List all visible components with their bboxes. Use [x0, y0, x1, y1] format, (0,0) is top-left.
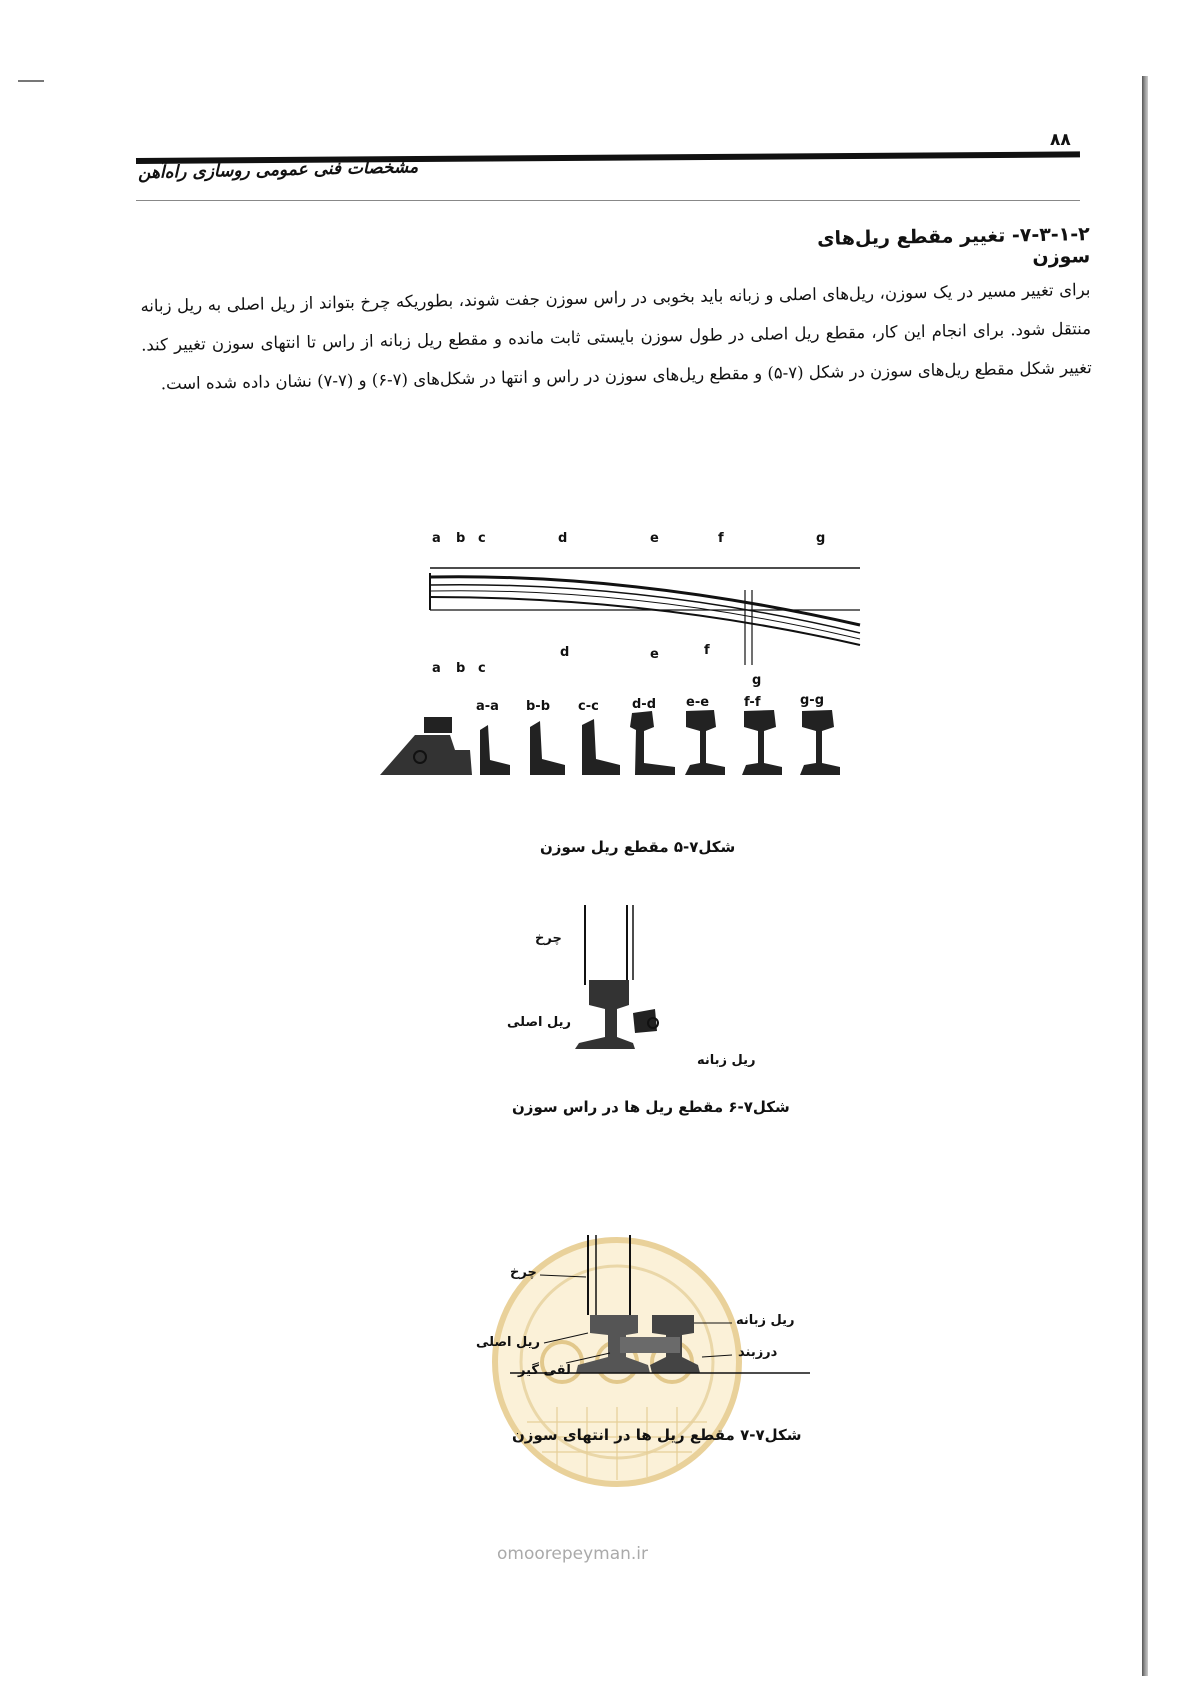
figure-6-caption: شکل۷-۶ مقطع ریل ها در راس سوزن: [512, 1098, 790, 1116]
section-label-e-e: e-e: [686, 695, 710, 710]
marker-top-a: a: [432, 531, 441, 546]
marker-bottom-e: e: [650, 647, 659, 662]
corner-scan-mark: [18, 80, 44, 82]
figure-6-label-main-rail: ریل اصلی: [507, 1015, 571, 1030]
section-label-f-f: f-f: [744, 695, 761, 710]
running-title: مشخصات فنی عمومی روسازی راه‌آهن: [137, 157, 419, 184]
marker-bottom-g: g: [752, 673, 762, 688]
figure-rails-at-heel: [476, 1235, 810, 1378]
figure-switch-rail-sections: [380, 531, 900, 805]
body-paragraph: برای تغییر مسیر در یک سوزن، ریل‌های اصلی و زبانه باید بخوبی در راس سوزن جفت شوند، بطوریکه چرخ بتواند از ریل اصلی به ریل زبانه منتقل شود. برای انجام این کار، مقطع ریل اصلی در طول سوزن بایستی ثابت مانده و مقطع ریل زبانه از راس تا انتهای سوزن تغییر کند. تغییر شکل مقطع ریل‌های سوزن در شکل (۷-۵) و مقطع ریل‌های سوزن در راس و انتها در شکل‌های (۷-۶) و (۷-۷) نشان داده شده است.: [140, 279, 1092, 394]
marker-top-c: c: [478, 531, 486, 546]
figure-7-label-wheel: چرخ: [510, 1265, 537, 1280]
figure-6-label-wheel: چرخ: [535, 931, 562, 946]
figure-7-label-main-rail: ریل اصلی: [476, 1335, 540, 1350]
marker-top-e: e: [650, 531, 659, 546]
section-label-b-b: b-b: [526, 699, 551, 714]
section-label-d-d: d-d: [632, 697, 657, 712]
marker-top-g: g: [816, 531, 826, 546]
section-label-g-g: g-g: [800, 693, 825, 708]
marker-bottom-a: a: [432, 661, 441, 676]
section-heading: ۷-۳-۱-۲- تغییر مقطع ریل‌های سوزن: [816, 223, 1091, 269]
toe-section-drawing: [505, 905, 765, 1055]
section-label-c-c: c-c: [578, 699, 599, 714]
marker-bottom-d: d: [560, 645, 570, 660]
marker-top-b: b: [456, 531, 466, 546]
figure-7-caption: شکل۷-۷ مقطع ریل ها در انتهای سوزن: [512, 1426, 802, 1444]
header-rule-thin: [136, 200, 1080, 201]
figure-7-label-fishplate: لقی گیر: [518, 1363, 571, 1378]
figure-7-label-bolt: درزبند: [738, 1345, 778, 1360]
marker-top-d: d: [558, 531, 568, 546]
marker-top-f: f: [718, 531, 724, 546]
marker-bottom-b: b: [456, 661, 466, 676]
figure-5-caption: شکل۷-۵ مقطع ریل سوزن: [540, 838, 736, 856]
scan-page-edge: [1142, 76, 1148, 1676]
figure-7-label-switch-rail: ریل زبانه: [736, 1313, 795, 1328]
watermark-url: omoorepeyman.ir: [497, 1544, 649, 1564]
marker-bottom-f: f: [704, 643, 710, 658]
marker-bottom-c: c: [478, 661, 486, 676]
section-label-a-a: a-a: [476, 699, 499, 714]
page-number: ۸۸: [1050, 130, 1071, 150]
figure-rails-at-toe: [505, 905, 765, 1068]
figure-6-label-switch-rail: ریل زبانه: [697, 1053, 756, 1068]
